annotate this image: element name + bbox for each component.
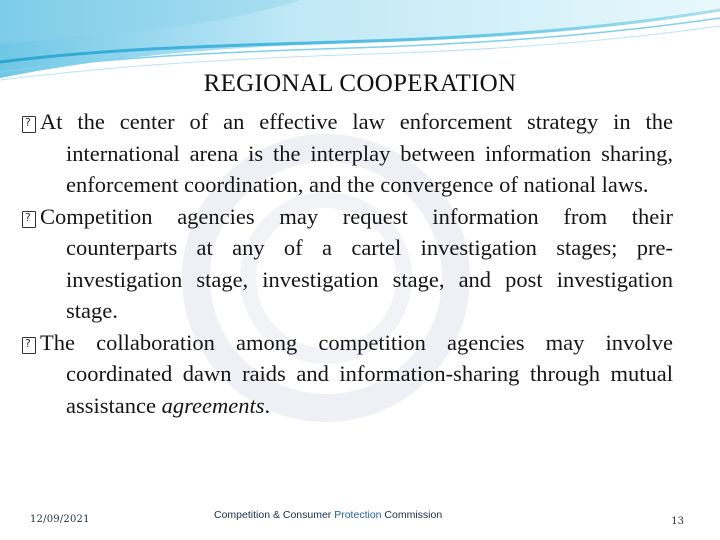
missing-glyph-box-icon [22,116,36,133]
footer-org-part3: Commission [381,509,443,521]
page-number: 13 [671,516,684,527]
bullet-tail: . [264,392,271,418]
bullet-list [22,106,673,421]
bullet-text: At the center of an effective law enforcement strategy in the international arena is the interplay between information sharing, enforcement coordination, and the convergence of national laws. [40,109,673,197]
footer-org-part2: Protection [334,509,382,521]
bullet-text: Competition agencies may request information from their counterparts at any of a cartel investigation stages; pre-investigation stage, investigation stage, and post investigation stage. [40,203,673,323]
slide-title: REGIONAL COOPERATION [203,70,517,97]
bullet-text: The collaboration among competition agencies may involve coordinated dawn raids and information-sharing through mutual assistance [40,329,673,418]
footer-org-part1: Competition & Consumer [214,509,335,521]
bullet-emphasis: agreements [161,392,265,418]
missing-glyph-box-icon [22,337,36,354]
footer-organization [214,509,442,521]
bullet-item [22,327,673,422]
bullet-item [22,106,673,201]
missing-glyph-box-icon [22,211,36,228]
bullet-item [22,201,673,327]
footer-date: 12/09/2021 [30,514,90,525]
